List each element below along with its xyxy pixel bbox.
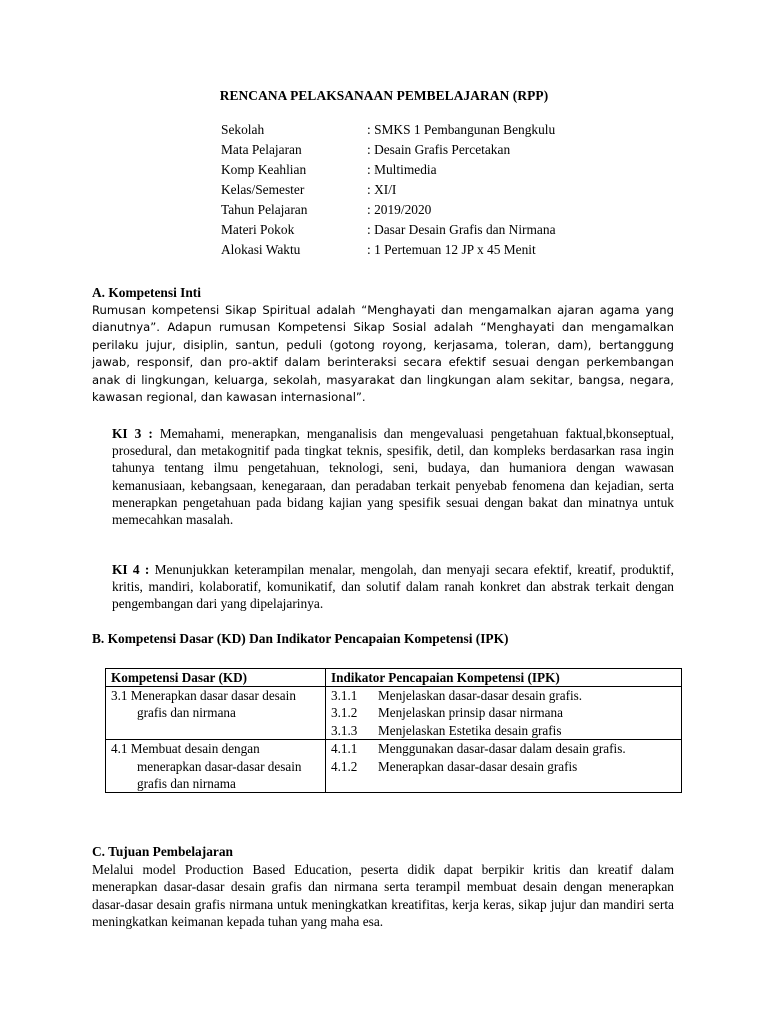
- ipk-code: 3.1.2: [331, 705, 358, 721]
- section-a-heading: A. Kompetensi Inti: [92, 285, 201, 300]
- ipk-item: [331, 722, 681, 739]
- identity-block: [221, 120, 556, 260]
- info-value: : XI/I: [367, 182, 397, 197]
- ipk-column-header: Indikator Pencapaian Kompetensi (IPK): [326, 669, 682, 687]
- section-c-heading: C. Tujuan Pembelajaran: [92, 844, 233, 859]
- ki4-paragraph: [112, 561, 674, 613]
- ki3-text: Memahami, menerapkan, menganalisis dan mengevaluasi pengetahuan faktual,bkonseptual, prosedural, dan metakognitif pada tingkat teknis, spesifik, detil, dan kompleks berdasarkan rasa ingin tahunya tentang ilmu pengetahuan, teknologi, seni, budaya, dan humaniora dengan wawasan kemanusiaan, kebangsaan, kenegaraan, dan peradaban terkait penyebab fenomena dan kejadian, serta menerapkan pengetahuan pada bidang kajian yang spesifik sesuai dengan bakat dan minatnya untuk memecahkan masalah.: [112, 426, 674, 528]
- table-row: [106, 687, 682, 740]
- tujuan-pembelajaran-text: Melalui model Production Based Education, peserta didik dapat berpikir kritis dan kreatif dalam menerapkan dasar-dasar desain grafis dan nirmana serta terampil membuat desain dengan menerapkan dasar-dasar desain grafis nirmana untuk meningkatkan kreatifitas, kerja keras, sikap jujur dan mandiri serta meningkatkan keimanan kepada tuhan yang maha esa.: [92, 862, 674, 930]
- ipk-item: [331, 758, 681, 775]
- ipk-cell: [326, 687, 682, 740]
- kd-column-header: Kompetensi Dasar (KD): [106, 669, 326, 687]
- info-label: Tahun Pelajaran: [221, 202, 308, 217]
- info-label: Komp Keahlian: [221, 162, 307, 177]
- ipk-text: Menjelaskan Estetika desain grafis: [378, 722, 562, 738]
- ipk-item: [331, 740, 681, 757]
- ipk-text: Menggunakan dasar-dasar dalam desain grafis.: [378, 741, 626, 757]
- info-row-materi-pokok: [221, 220, 556, 240]
- ki4-label: KI 4 :: [112, 562, 150, 577]
- table-row: [106, 740, 682, 793]
- section-b-heading: B. Kompetensi Dasar (KD) Dan Indikator Pencapaian Kompetensi (IPK): [92, 631, 509, 646]
- info-value: : 2019/2020: [367, 202, 432, 217]
- info-row-tahun-pelajaran: [221, 200, 556, 220]
- info-label: Mata Pelajaran: [221, 142, 302, 157]
- info-label: Sekolah: [221, 122, 265, 137]
- ipk-item: [331, 687, 681, 704]
- document-title: RENCANA PELAKSANAAN PEMBELAJARAN (RPP): [219, 88, 549, 103]
- ipk-cell: [326, 740, 682, 793]
- info-label: Kelas/Semester: [221, 182, 305, 197]
- info-row-mata-pelajaran: [221, 140, 556, 160]
- kompetensi-inti-intro: Rumusan kompetensi Sikap Spiritual adalah “Menghayati dan mengamalkan ajaran agama yang dianutnya”. Adapun rumusan Kompetensi Sikap Sosial adalah “Menghayati dan mengamalkan perilaku jujur, disiplin, santun, peduli (gotong royong, kerjasama, toleran, dam), bertanggung jawab, responsif, dan pro-aktif dalam berinteraksi secara efektif sesuai dengan perkembangan anak di lingkungan, keluarga, sekolah, masyarakat dan lingkungan alam sekitar, bangsa, negara, kawasan regional, dan kawasan internasional”.: [92, 303, 674, 405]
- table-header-row: [106, 669, 682, 687]
- kd-ipk-table: [105, 668, 682, 793]
- ki4-text: Menunjukkan keterampilan menalar, mengolah, dan menyaji secara efektif, kreatif, produktif, kritis, mandiri, kolaboratif, komunikatif, dan solutif dalam ranah konkret dan abstrak terkait dengan pengembangan dari yang dipelajarinya.: [112, 562, 674, 612]
- kd-text: 4.1 Membuat desain dengan menerapkan dasar-dasar desain grafis dan nirnama: [111, 741, 302, 792]
- ipk-text: Menerapkan dasar-dasar desain grafis: [378, 758, 578, 774]
- kd-cell: [106, 687, 326, 740]
- info-value: : Multimedia: [367, 162, 437, 177]
- info-label: Alokasi Waktu: [221, 242, 301, 257]
- kd-text: 3.1 Menerapkan dasar dasar desain grafis dan nirmana: [111, 688, 296, 721]
- info-label: Materi Pokok: [221, 222, 295, 237]
- info-value: : Desain Grafis Percetakan: [367, 142, 511, 157]
- ki3-paragraph: [112, 425, 674, 528]
- ipk-code: 4.1.1: [331, 741, 358, 757]
- ipk-text: Menjelaskan prinsip dasar nirmana: [378, 705, 563, 721]
- info-row-sekolah: [221, 120, 556, 140]
- ipk-code: 3.1.3: [331, 722, 358, 738]
- ipk-item: [331, 704, 681, 721]
- info-value: : SMKS 1 Pembangunan Bengkulu: [367, 122, 556, 137]
- info-value: : 1 Pertemuan 12 JP x 45 Menit: [367, 242, 536, 257]
- info-row-alokasi-waktu: [221, 240, 556, 260]
- info-row-kelas-semester: [221, 180, 556, 200]
- ipk-code: 4.1.2: [331, 758, 358, 774]
- info-row-komp-keahlian: [221, 160, 556, 180]
- info-value: : Dasar Desain Grafis dan Nirmana: [367, 222, 556, 237]
- ipk-code: 3.1.1: [331, 688, 358, 703]
- ipk-text: Menjelaskan dasar-dasar desain grafis.: [378, 688, 583, 703]
- kd-cell: [106, 740, 326, 793]
- ki3-label: KI 3 :: [112, 426, 153, 441]
